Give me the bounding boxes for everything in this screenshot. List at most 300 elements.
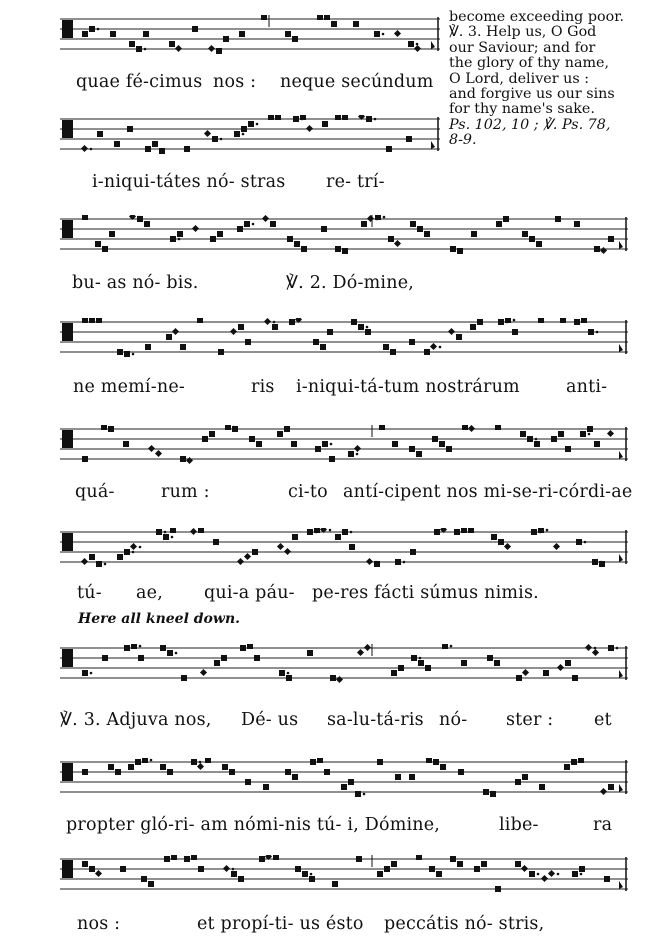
punctum-note bbox=[289, 319, 295, 325]
rhombus-note bbox=[237, 558, 244, 565]
punctum-note bbox=[184, 856, 190, 862]
punctum-note bbox=[572, 871, 578, 877]
punctum-note bbox=[374, 31, 380, 37]
punctum-note bbox=[145, 344, 151, 350]
rhombus-note bbox=[600, 247, 607, 254]
lyric-syllables: propter gló-ri- am nómi-nis tú- i, Dómine, bbox=[66, 815, 441, 835]
punctum-note bbox=[342, 115, 348, 120]
rhombus-note bbox=[208, 45, 215, 52]
rhombus-note bbox=[522, 669, 529, 676]
punctum-note bbox=[458, 769, 464, 775]
punctum-note bbox=[457, 861, 463, 867]
punctum-note bbox=[89, 318, 95, 323]
dot-mark bbox=[439, 346, 442, 349]
punctum-note bbox=[456, 334, 462, 340]
punctum-note bbox=[248, 121, 254, 127]
punctum-note bbox=[461, 528, 467, 533]
dot-mark bbox=[363, 793, 366, 796]
lyric-syllables: quae fé-cimus bbox=[76, 72, 203, 92]
dot-mark bbox=[310, 873, 313, 876]
punctum-note bbox=[164, 856, 170, 862]
custos-icon bbox=[619, 241, 623, 249]
punctum-note bbox=[594, 441, 600, 447]
rhombus-note bbox=[504, 543, 511, 550]
punctum-note bbox=[261, 15, 267, 20]
rhombus-note bbox=[306, 125, 313, 132]
punctum-note bbox=[270, 221, 276, 227]
punctum-note bbox=[145, 146, 151, 152]
punctum-note bbox=[462, 425, 468, 430]
punctum-note bbox=[498, 539, 504, 545]
punctum-note bbox=[102, 246, 108, 252]
punctum-note bbox=[386, 146, 392, 152]
dot-mark bbox=[356, 453, 359, 456]
punctum-note bbox=[512, 329, 518, 335]
punctum-note bbox=[424, 231, 430, 237]
punctum-note bbox=[198, 866, 204, 872]
punctum-note bbox=[247, 644, 253, 649]
punctum-note bbox=[114, 141, 120, 147]
punctum-note bbox=[409, 339, 415, 345]
translation-line: the glory of thy name, bbox=[449, 55, 610, 72]
punctum-note bbox=[391, 670, 397, 676]
punctum-note bbox=[82, 769, 88, 775]
dot-mark bbox=[104, 563, 107, 566]
custos-icon bbox=[431, 141, 435, 149]
chant-staff bbox=[60, 115, 440, 159]
punctum-note bbox=[171, 855, 177, 860]
punctum-note bbox=[82, 456, 88, 462]
psalm-reference: 8-9. bbox=[449, 132, 477, 149]
punctum-note bbox=[143, 31, 149, 37]
punctum-note bbox=[608, 784, 614, 790]
dot-mark bbox=[132, 353, 135, 356]
chant-staff bbox=[60, 528, 628, 572]
dot-mark bbox=[416, 43, 419, 46]
punctum-note bbox=[498, 319, 504, 325]
punctum-note bbox=[375, 215, 381, 220]
dot-mark bbox=[546, 529, 549, 532]
dot-mark bbox=[139, 645, 142, 648]
punctum-note bbox=[128, 764, 134, 770]
punctum-note bbox=[231, 871, 237, 877]
punctum-note bbox=[198, 528, 204, 533]
rhombus-note bbox=[448, 328, 455, 335]
punctum-note bbox=[238, 324, 244, 330]
punctum-note bbox=[170, 236, 176, 242]
lyric-syllables: Dé- us bbox=[241, 710, 299, 730]
punctum-note bbox=[117, 554, 123, 560]
punctum-note bbox=[225, 425, 231, 430]
punctum-note bbox=[417, 226, 423, 232]
punctum-note bbox=[353, 21, 359, 27]
dot-mark bbox=[252, 223, 255, 226]
punctum-note bbox=[180, 344, 186, 350]
rhombus-note bbox=[130, 543, 137, 550]
punctum-note bbox=[320, 344, 326, 350]
punctum-note bbox=[307, 529, 313, 535]
punctum-note bbox=[141, 876, 147, 882]
punctum-note bbox=[474, 866, 480, 872]
punctum-note bbox=[604, 876, 610, 882]
punctum-note bbox=[275, 115, 281, 120]
chant-staff bbox=[60, 758, 628, 802]
punctum-note bbox=[223, 36, 229, 42]
rhombus-note bbox=[521, 865, 528, 872]
punctum-note bbox=[180, 456, 186, 462]
dot-mark bbox=[242, 133, 245, 136]
punctum-note bbox=[332, 881, 338, 887]
punctum-note bbox=[578, 758, 584, 763]
punctum-note bbox=[160, 645, 166, 651]
punctum-note bbox=[89, 866, 95, 872]
punctum-note bbox=[351, 319, 357, 325]
punctum-note bbox=[361, 221, 367, 227]
punctum-note bbox=[292, 774, 298, 780]
translation-sidebar bbox=[449, 10, 631, 149]
punctum-note bbox=[529, 871, 535, 877]
lyric-syllables: antí-cipent nos mi-se-ri-córdi-ae bbox=[343, 482, 633, 502]
punctum-note bbox=[416, 855, 422, 860]
punctum-note bbox=[409, 774, 415, 780]
punctum-note bbox=[310, 759, 316, 765]
chant-staff bbox=[60, 15, 440, 59]
rhombus-note bbox=[284, 548, 291, 555]
punctum-note bbox=[377, 871, 383, 877]
punctum-note bbox=[309, 876, 315, 882]
punctum-note bbox=[300, 115, 306, 120]
punctum-note bbox=[579, 866, 585, 872]
rhombus-note bbox=[244, 553, 251, 560]
rhombus-note bbox=[204, 130, 211, 137]
lyric-syllables: ster : bbox=[506, 710, 554, 730]
dot-mark bbox=[175, 652, 178, 655]
dot-mark bbox=[287, 672, 290, 675]
dot-mark bbox=[513, 319, 516, 322]
rhombus-note bbox=[192, 225, 199, 232]
punctum-note bbox=[124, 645, 130, 651]
rhombus-note bbox=[230, 328, 237, 335]
rhombus-note bbox=[197, 763, 204, 770]
punctum-note bbox=[468, 528, 474, 533]
punctum-note bbox=[398, 665, 404, 671]
translation-line: O Lord, deliver us : bbox=[449, 70, 590, 87]
custos-icon bbox=[431, 41, 435, 49]
lyric-syllables: bu- as nó- bis. bbox=[72, 273, 199, 293]
punctum-note bbox=[313, 339, 319, 345]
punctum-note bbox=[491, 534, 497, 540]
punctum-note bbox=[108, 426, 114, 432]
punctum-note bbox=[129, 41, 135, 47]
lyric-syllables: i-niqui-tátes nó- stras bbox=[92, 172, 286, 192]
rubric: Here all kneel down. bbox=[78, 611, 240, 627]
translation-line: our Saviour; and for bbox=[449, 39, 596, 56]
rhombus-note bbox=[541, 875, 548, 882]
punctum-note bbox=[434, 529, 440, 535]
punctum-note bbox=[95, 241, 101, 247]
rhombus-note bbox=[394, 240, 401, 247]
lyric-syllables: nos : bbox=[77, 914, 121, 934]
punctum-note bbox=[329, 456, 335, 462]
c-clef-icon bbox=[63, 21, 72, 37]
punctum-note bbox=[209, 431, 215, 437]
punctum-note bbox=[102, 655, 108, 661]
punctum-note bbox=[138, 655, 144, 661]
punctum-note bbox=[395, 774, 401, 780]
punctum-note bbox=[558, 431, 564, 437]
dot-mark bbox=[199, 761, 202, 764]
punctum-note bbox=[494, 660, 500, 666]
lyric-syllables: libe- bbox=[499, 815, 539, 835]
c-clef-icon bbox=[63, 764, 72, 780]
punctum-note bbox=[292, 534, 298, 540]
lyric-syllables: pe-res fácti súmus nimis. bbox=[312, 583, 539, 603]
punctum-note bbox=[418, 660, 424, 666]
punctum-note bbox=[315, 446, 321, 452]
rhombus-note bbox=[357, 649, 364, 656]
punctum-note bbox=[411, 655, 417, 661]
c-clef-icon bbox=[63, 534, 72, 550]
punctum-note bbox=[167, 650, 173, 656]
punctum-note bbox=[197, 318, 203, 323]
punctum-note bbox=[379, 425, 385, 430]
punctum-note bbox=[108, 764, 114, 770]
punctum-note bbox=[377, 759, 383, 765]
punctum-note bbox=[156, 529, 162, 535]
rhombus-note bbox=[585, 644, 592, 651]
punctum-note bbox=[89, 554, 95, 560]
punctum-note bbox=[481, 861, 487, 867]
punctum-note bbox=[426, 758, 432, 763]
punctum-note bbox=[277, 431, 283, 437]
punctum-note bbox=[295, 866, 301, 872]
punctum-note bbox=[365, 329, 371, 335]
lyric-syllables: rum : bbox=[161, 482, 210, 502]
punctum-note bbox=[322, 121, 328, 127]
punctum-note bbox=[97, 131, 103, 137]
punctum-note bbox=[135, 759, 141, 765]
punctum-note bbox=[285, 769, 291, 775]
punctum-note bbox=[358, 324, 364, 330]
punctum-note bbox=[356, 856, 362, 862]
punctum-note bbox=[82, 215, 88, 220]
dot-mark bbox=[164, 531, 167, 534]
punctum-note bbox=[109, 231, 115, 237]
punctum-note bbox=[249, 436, 255, 442]
punctum-note bbox=[383, 344, 389, 350]
rhombus-note bbox=[186, 457, 193, 464]
punctum-note bbox=[191, 759, 197, 765]
lyric-syllables: ci-to bbox=[288, 482, 328, 502]
punctum-note bbox=[291, 441, 297, 447]
dot-mark bbox=[329, 529, 332, 532]
punctum-note bbox=[322, 441, 328, 447]
punctum-note bbox=[167, 769, 173, 775]
punctum-note bbox=[202, 436, 208, 442]
lyric-syllables: nó- bbox=[439, 710, 468, 730]
punctum-note bbox=[539, 784, 545, 790]
lyric-syllables: et bbox=[594, 710, 612, 730]
punctum-note bbox=[159, 148, 165, 154]
rhombus-note bbox=[81, 145, 88, 152]
punctum-note bbox=[581, 318, 587, 323]
punctum-note bbox=[117, 349, 123, 355]
punctum-note bbox=[237, 226, 243, 232]
dot-mark bbox=[419, 657, 422, 660]
punctum-note bbox=[292, 36, 298, 42]
lyric-syllables: sa-lu-tá-ris bbox=[327, 710, 424, 730]
punctum-note bbox=[192, 26, 198, 32]
rhombus-note bbox=[148, 445, 155, 452]
punctum-note bbox=[446, 446, 452, 452]
punctum-note bbox=[263, 784, 269, 790]
punctum-note bbox=[148, 881, 154, 887]
punctum-note bbox=[184, 146, 190, 152]
dot-mark bbox=[374, 118, 377, 121]
rhombus-note bbox=[95, 870, 102, 877]
lyric-syllables: i-niqui-tá-tum nostrárum bbox=[296, 377, 520, 397]
punctum-note bbox=[348, 451, 354, 457]
punctum-note bbox=[442, 644, 448, 649]
punctum-note bbox=[218, 349, 224, 355]
punctum-note bbox=[439, 441, 445, 447]
punctum-note bbox=[531, 529, 537, 535]
dot-mark bbox=[132, 551, 135, 554]
lyric-syllables: neque secúndum bbox=[280, 72, 434, 92]
punctum-note bbox=[574, 319, 580, 325]
punctum-note bbox=[529, 236, 535, 242]
punctum-note bbox=[89, 26, 95, 32]
punctum-note bbox=[565, 660, 571, 666]
punctum-note bbox=[82, 861, 88, 867]
punctum-note bbox=[152, 141, 158, 147]
lyric-syllables: ℣. 2. Dó-mine, bbox=[286, 273, 415, 293]
dot-mark bbox=[403, 561, 406, 564]
dot-mark bbox=[537, 873, 540, 876]
translation-line: ℣. 3. Help us, O God bbox=[449, 24, 597, 41]
rhombus-note bbox=[264, 318, 271, 325]
punctum-note bbox=[572, 675, 578, 681]
punctum-note bbox=[388, 236, 394, 242]
punctum-note bbox=[234, 131, 240, 137]
punctum-note bbox=[169, 41, 175, 47]
dot-mark bbox=[383, 216, 386, 219]
punctum-note bbox=[450, 856, 456, 862]
punctum-note bbox=[268, 115, 274, 120]
punctum-note bbox=[543, 670, 549, 676]
chant-staff bbox=[60, 215, 628, 259]
punctum-note bbox=[536, 241, 542, 247]
punctum-note bbox=[205, 758, 211, 763]
lyric-syllables: ris bbox=[251, 377, 275, 397]
dot-mark bbox=[382, 33, 385, 36]
punctum-note bbox=[538, 528, 544, 533]
punctum-note bbox=[285, 31, 291, 37]
rhombus-note bbox=[364, 644, 371, 651]
punctum-note bbox=[142, 758, 148, 763]
dot-mark bbox=[220, 138, 223, 141]
lyric-syllables: nos : bbox=[213, 72, 257, 92]
punctum-note bbox=[214, 660, 220, 666]
punctum-note bbox=[483, 789, 489, 795]
punctum-note bbox=[170, 528, 176, 533]
punctum-note bbox=[348, 779, 354, 785]
punctum-note bbox=[571, 759, 577, 765]
punctum-note bbox=[245, 779, 251, 785]
dot-mark bbox=[232, 868, 235, 871]
punctum-note bbox=[574, 221, 580, 227]
punctum-note bbox=[432, 436, 438, 442]
dot-mark bbox=[330, 443, 333, 446]
punctum-note bbox=[477, 319, 483, 325]
dot-mark bbox=[90, 148, 93, 151]
punctum-note bbox=[342, 529, 348, 535]
punctum-note bbox=[522, 231, 528, 237]
punctum-note bbox=[520, 431, 526, 437]
lyric-syllables: tú- bbox=[77, 583, 102, 603]
punctum-note bbox=[390, 349, 396, 355]
lyric-syllables: anti- bbox=[566, 377, 608, 397]
punctum-note bbox=[96, 318, 102, 323]
punctum-note bbox=[436, 871, 442, 877]
punctum-note bbox=[440, 764, 446, 770]
punctum-note bbox=[461, 660, 467, 666]
rhombus-note bbox=[200, 669, 207, 676]
punctum-note bbox=[160, 764, 166, 770]
lyric-syllables: peccátis nó- stris, bbox=[384, 914, 545, 934]
dot-mark bbox=[450, 645, 453, 648]
punctum-note bbox=[82, 670, 88, 676]
dot-mark bbox=[616, 647, 619, 650]
punctum-note bbox=[166, 334, 172, 340]
punctum-note bbox=[560, 318, 566, 323]
punctum-note bbox=[335, 115, 341, 120]
punctum-note bbox=[293, 116, 299, 122]
punctum-note bbox=[307, 650, 313, 656]
punctum-note bbox=[259, 856, 265, 862]
punctum-note bbox=[136, 46, 142, 52]
punctum-note bbox=[592, 559, 598, 565]
punctum-note bbox=[366, 116, 372, 122]
punctum-note bbox=[433, 759, 439, 765]
dot-mark bbox=[90, 672, 93, 675]
rhombus-note bbox=[366, 558, 373, 565]
rhombus-note bbox=[81, 558, 88, 565]
punctum-note bbox=[503, 216, 509, 222]
punctum-note bbox=[287, 236, 293, 242]
punctum-note bbox=[576, 539, 582, 545]
punctum-note bbox=[177, 231, 183, 237]
rhombus-note bbox=[336, 676, 343, 683]
punctum-note bbox=[213, 539, 219, 545]
punctum-note bbox=[254, 655, 260, 661]
rhombus-note bbox=[354, 445, 361, 452]
rhombus-note bbox=[262, 215, 269, 222]
punctum-note bbox=[505, 318, 511, 323]
punctum-note bbox=[587, 426, 593, 432]
c-clef-icon bbox=[63, 221, 72, 237]
punctum-note bbox=[516, 675, 522, 681]
punctum-note bbox=[124, 351, 130, 357]
translation-line: for thy name's sake. bbox=[449, 101, 595, 118]
punctum-note bbox=[241, 126, 247, 132]
punctum-note bbox=[454, 529, 460, 535]
punctum-note bbox=[317, 758, 323, 763]
dot-mark bbox=[273, 321, 276, 324]
chant-staff bbox=[60, 425, 628, 469]
rhombus-note bbox=[468, 425, 475, 432]
c-clef-icon bbox=[63, 324, 72, 340]
